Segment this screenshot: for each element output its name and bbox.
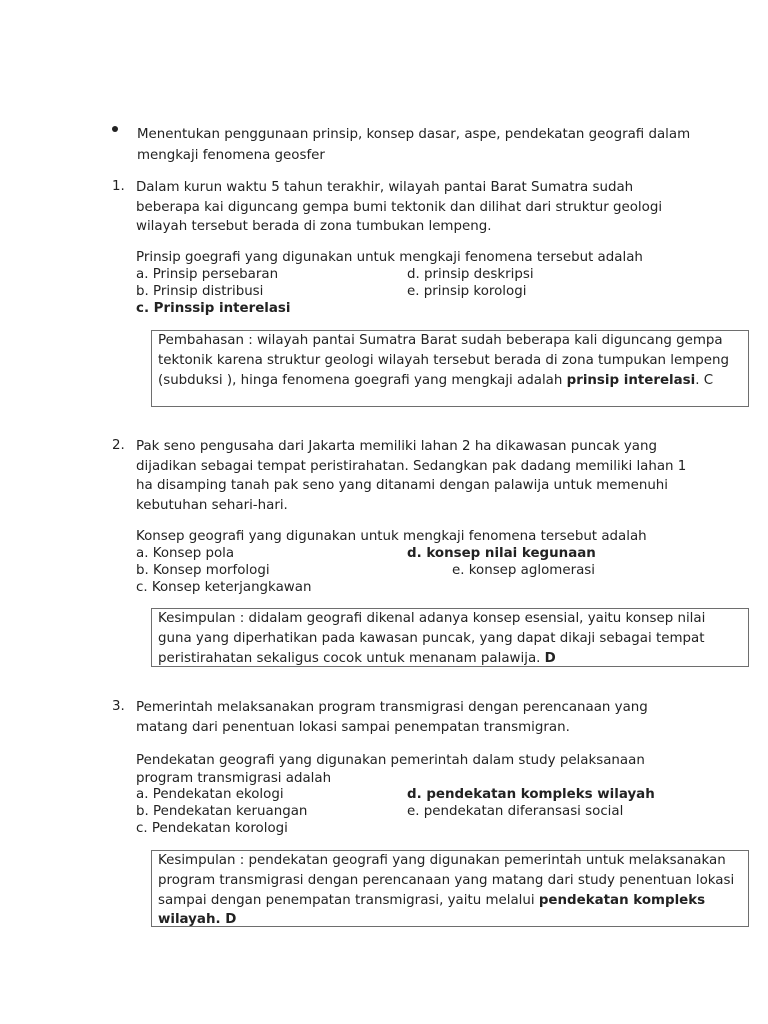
question-3-number: 3. [112, 699, 125, 714]
question-3-option-c: c. Pendekatan korologi [136, 821, 288, 836]
question-3-option-b: b. Pendekatan keruangan [136, 804, 308, 819]
question-3-option-d: d. pendekatan kompleks wilayah [407, 787, 655, 802]
question-1-stem: Prinsip goegrafi yang digunakan untuk mengkaji fenomena tersebut adalah [136, 250, 643, 265]
question-1-option-d: d. prinsip deskripsi [407, 267, 534, 282]
question-2-explanation-box [151, 608, 749, 667]
question-1-explanation-text: Pembahasan : wilayah pantai Sumatra Barat sudah beberapa kali diguncang gempa tektonik karena struktur geologi wilayah tersebut berada di zona tumpukan lempeng (subduksi ), hinga fenomena goegrafi yang mengkaji adalah [158, 333, 730, 388]
bullet-icon [112, 126, 118, 132]
question-3-explanation-box [151, 850, 749, 927]
question-2-option-b: b. Konsep morfologi [136, 563, 270, 578]
question-1-answer-letter: . C [695, 372, 714, 388]
question-1-explanation-box [151, 330, 749, 407]
question-1-option-b: b. Prinsip distribusi [136, 284, 264, 299]
question-3-stem: Pendekatan geografi yang digunakan pemerintah dalam study pelaksanaan program transmigrasi adalah [136, 753, 645, 786]
question-3-text: Pemerintah melaksanakan program transmigrasi dengan perencanaan yang matang dari penentuan lokasi sampai penempatan transmigran. [136, 700, 648, 735]
question-2-explanation-text: Kesimpulan : didalam geografi dikenal adanya konsep esensial, yaitu konsep nilai guna yang diperhatikan pada kawasan puncak, yang dapat dikaji sebagai tempat peristirahatan sekaligus cocok untuk menanam palawija. [158, 611, 706, 666]
question-1-option-a: a. Prinsip persebaran [136, 267, 279, 282]
intro-bullet-text: Menentukan penggunaan prinsip, konsep dasar, aspe, pendekatan geografi dalam mengkaji fenomena geosfer [137, 127, 691, 163]
question-2-text: Pak seno pengusaha dari Jakarta memiliki lahan 2 ha dikawasan puncak yang dijadikan sebagai tempat peristirahatan. Sedangkan pak dadang memiliki lahan 1 ha disamping tanah pak seno yang ditanami dengan palawija untuk memenuhi kebutuhan sehari-hari. [136, 439, 687, 513]
question-2-option-c: c. Konsep keterjangkawan [136, 580, 312, 595]
question-1-number: 1. [112, 179, 125, 194]
question-2-answer-letter: D [544, 650, 556, 666]
question-1-answer-term: prinsip interelasi [566, 372, 696, 388]
question-3-option-a: a. Pendekatan ekologi [136, 787, 284, 802]
question-2-option-a: a. Konsep pola [136, 546, 235, 561]
question-3-answer-term: pendekatan kompleks wilayah. [158, 892, 706, 928]
question-2-option-d: d. konsep nilai kegunaan [407, 546, 596, 561]
question-3-explanation-text: Kesimpulan : pendekatan geografi yang digunakan pemerintah untuk melaksanakan program transmigrasi dengan perencanaan yang matang dari study penentuan lokasi sampai dengan penempatan transmigrasi, yaitu melalui [158, 853, 735, 908]
question-1-option-e: e. prinsip korologi [407, 284, 527, 299]
question-3-answer-letter: D [220, 912, 237, 928]
question-1-option-c: c. Prinssip interelasi [136, 301, 291, 316]
question-2-option-e: e. konsep aglomerasi [452, 563, 595, 578]
question-3-option-e: e. pendekatan diferansasi social [407, 804, 624, 819]
question-2-number: 2. [112, 438, 125, 453]
question-2-stem: Konsep geografi yang digunakan untuk mengkaji fenomena tersebut adalah [136, 529, 647, 544]
question-1-text: Dalam kurun waktu 5 tahun terakhir, wilayah pantai Barat Sumatra sudah beberapa kai diguncang gempa bumi tektonik dan dilihat dari struktur geologi wilayah tersebut berada di zona tumbukan lempeng. [136, 180, 663, 234]
